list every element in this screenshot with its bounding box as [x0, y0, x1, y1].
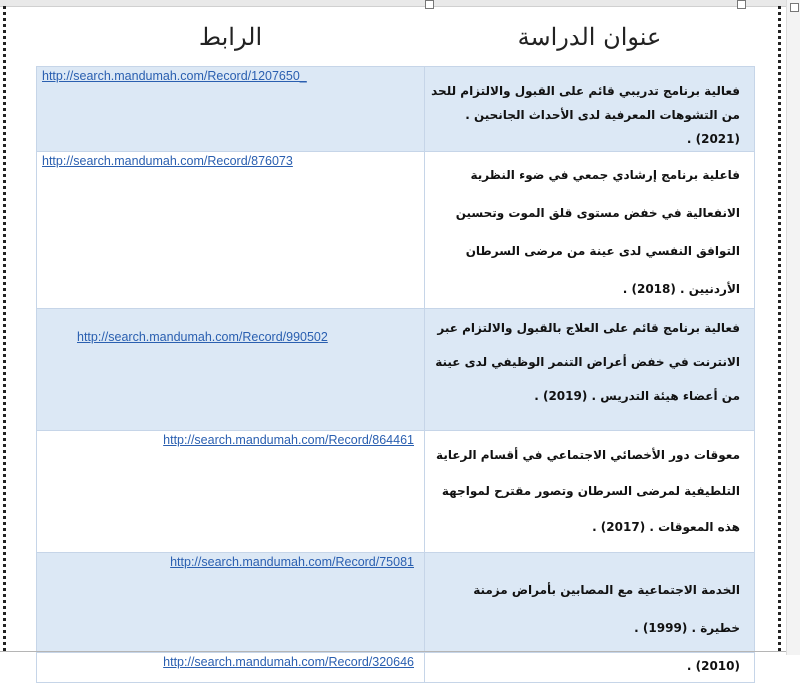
record-link[interactable]: http://search.mandumah.com/Record/864461: [163, 433, 414, 447]
header-link: الرابط: [198, 23, 263, 51]
table-row: [37, 653, 755, 683]
table-row: [37, 152, 755, 309]
study-title: فاعلية برنامج إرشادي جمعي في ضوء النظرية الانفعالية في خفض مستوى قلق الموت وتحسين التوافق النفسي لدى عينة من مرضى السرطان الأردنيين . (2018) .: [455, 168, 740, 296]
study-title: معوقات دور الأخصائي الاجتماعي في أقسام الرعاية التلطيفية لمرضى السرطان وتصور مقترح لمواجهة هذه المعوقات . (2017) .: [436, 448, 740, 534]
record-link[interactable]: http://search.mandumah.com/Record/876073: [42, 154, 293, 168]
page-bottom-rule: [0, 651, 786, 652]
page-border-right: [778, 6, 781, 651]
vertical-scrollbar[interactable]: [786, 0, 800, 655]
study-title: فعالية برنامج تدريبي قائم على القبول والالتزام للحد من التشوهات المعرفية لدى الأحداث الجانحين . (2021) .: [431, 84, 740, 146]
record-link[interactable]: http://search.mandumah.com/Record/320646: [163, 655, 414, 669]
table-header-row: [37, 8, 755, 67]
studies-table: [36, 8, 755, 683]
study-title: الخدمة الاجتماعية مع المصابين بأمراض مزمنة خطيرة . (1999) .: [473, 583, 740, 635]
table-row: [37, 431, 755, 553]
record-link[interactable]: http://search.mandumah.com/Record/75081: [170, 555, 414, 569]
table-row: [37, 553, 755, 653]
top-ruler: [0, 0, 800, 7]
table-row: [37, 67, 755, 152]
record-link[interactable]: http://search.mandumah.com/Record/1207650_: [42, 69, 307, 83]
scroll-handle[interactable]: [790, 3, 799, 12]
study-title: (2010) .: [686, 659, 740, 673]
record-link[interactable]: http://search.mandumah.com/Record/990502: [77, 330, 328, 344]
header-title: عنوان الدراسة: [517, 23, 662, 51]
table-row: [37, 309, 755, 431]
page-border-left: [3, 6, 6, 651]
study-title: فعالية برنامج قائم على العلاج بالقبول والالتزام عبر الانترنت في خفض أعراض التنمر الوظيفي لدى عينة من أعضاء هيئة التدريس . (2019) .: [435, 321, 740, 403]
